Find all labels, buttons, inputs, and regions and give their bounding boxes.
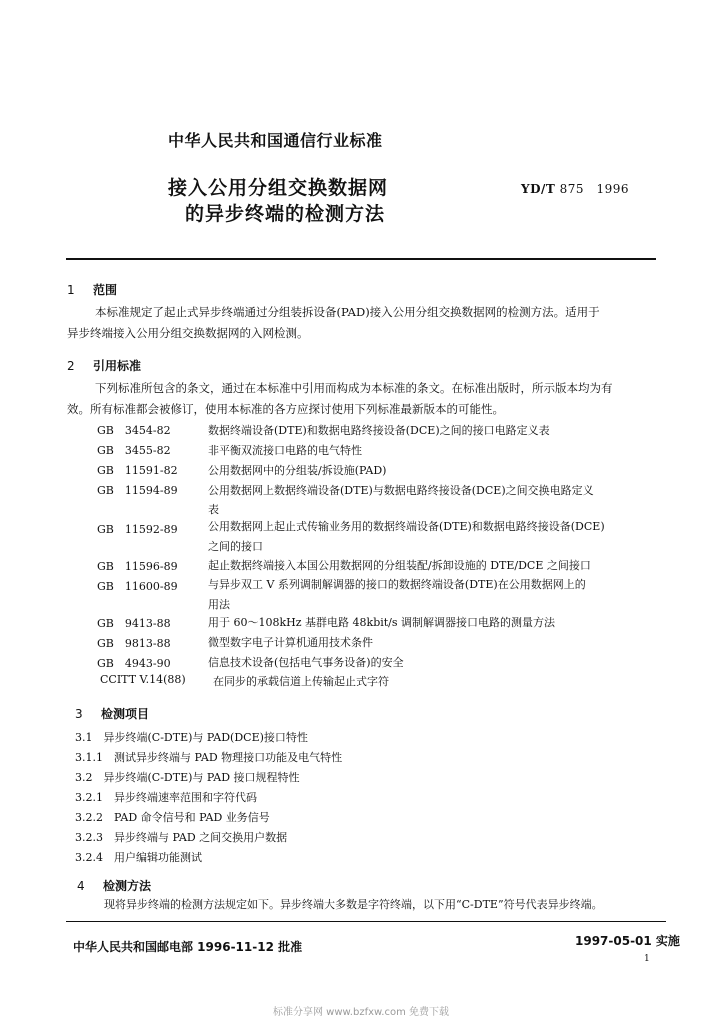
reference-code: CCITT V.14(88): [100, 673, 186, 686]
standard-code: [521, 180, 629, 197]
subsection-item: 3.2 异步终端(C-DTE)与 PAD 接口规程特性: [75, 771, 300, 784]
effective-date: 1997-05-01 实施: [575, 934, 680, 948]
document-title-line1: 接入公用分组交换数据网: [168, 177, 389, 199]
section-2-text-line1: 下列标准所包含的条文，通过在本标准中引用而构成为本标准的条文。在标准出版时，所示版本均为有: [95, 381, 613, 395]
reference-code: GB 3455-82: [97, 444, 171, 457]
reference-code: GB 9813-88: [97, 637, 171, 650]
standard-code-number: 875 1996: [559, 182, 630, 196]
subsection-item: 3.2.4 用户编辑功能测试: [75, 851, 202, 864]
reference-code: GB 11594-89: [97, 484, 178, 497]
standard-body-heading: 中华人民共和国通信行业标准: [168, 131, 383, 150]
standard-code-prefix: YD/T: [521, 182, 556, 196]
reference-code: GB 11600-89: [97, 580, 178, 593]
section-3-heading: [75, 705, 149, 722]
section-3-number: 3: [75, 707, 83, 721]
section-1-heading: [67, 281, 117, 298]
reference-title: 用于 60～108kHz 基群电路 48kbit/s 调制解调器接口电路的测量方法: [208, 616, 556, 629]
section-4-title: 检测方法: [103, 879, 152, 893]
watermark: 标准分享网 www.bzfxw.com 免费下载: [273, 1007, 449, 1018]
reference-title: 在同步的承载信道上传输起止式字符: [213, 675, 389, 688]
reference-title: 信息技术设备(包括电气事务设备)的安全: [208, 656, 404, 669]
reference-title: 起止数据终端接入本国公用数据网的分组装配/拆卸设施的 DTE/DCE 之间接口: [208, 559, 591, 572]
section-3-title: 检测项目: [101, 707, 150, 721]
reference-title-continued: 用法: [208, 598, 230, 611]
section-1-text-line1: 本标准规定了起止式异步终端通过分组装拆设备(PAD)接入公用分组交换数据网的检测方法。适用于: [95, 305, 600, 319]
subsection-item: 3.2.2 PAD 命令信号和 PAD 业务信号: [75, 811, 270, 824]
reference-title: 数据终端设备(DTE)和数据电路终接设备(DCE)之间的接口电路定义表: [208, 424, 550, 437]
reference-title-continued: 之间的接口: [208, 540, 263, 553]
section-2-heading: [67, 357, 141, 374]
document-title-line2: 的异步终端的检测方法: [185, 203, 386, 225]
section-2-text-line2: 效。所有标准都会被修订，使用本标准的各方应探讨使用下列标准最新版本的可能性。: [67, 402, 504, 416]
section-4-heading: [77, 877, 151, 894]
subsection-item: 3.1 异步终端(C-DTE)与 PAD(DCE)接口特性: [75, 731, 308, 744]
reference-title: 公用数据网上数据终端设备(DTE)与数据电路终接设备(DCE)之间交换电路定义: [208, 484, 594, 497]
section-1-number: 1: [67, 283, 75, 297]
approval-line: 中华人民共和国邮电部 1996-11-12 批准: [73, 940, 303, 954]
section-4-text-line1: 现将异步终端的检测方法规定如下。异步终端大多数是字符终端，以下用“C-DTE”符号代表异步终端。: [104, 898, 603, 911]
subsection-item: 3.2.3 异步终端与 PAD 之间交换用户数据: [75, 831, 288, 844]
reference-title: 公用数据网上起止式传输业务用的数据终端设备(DTE)和数据电路终接设备(DCE): [208, 520, 605, 533]
reference-title: 微型数字电子计算机通用技术条件: [208, 636, 373, 649]
footer-divider: [66, 921, 666, 922]
section-2-title: 引用标准: [93, 359, 142, 373]
reference-code: GB 4943-90: [97, 657, 171, 670]
section-1-title: 范围: [93, 283, 118, 297]
reference-code: GB 11592-89: [97, 523, 178, 536]
section-1-text-line2: 异步终端接入公用分组交换数据网的入网检测。: [67, 326, 309, 340]
reference-code: GB 11596-89: [97, 560, 178, 573]
section-4-number: 4: [77, 879, 85, 893]
reference-code: GB 3454-82: [97, 424, 171, 437]
subsection-item: 3.2.1 异步终端速率范围和字符代码: [75, 791, 257, 804]
subsection-item: 3.1.1 测试异步终端与 PAD 物理接口功能及电气特性: [75, 751, 343, 764]
page-number: 1: [644, 954, 650, 964]
reference-title-continued: 表: [208, 503, 219, 516]
reference-code: GB 9413-88: [97, 617, 171, 630]
reference-title: 与异步双工 V 系列调制解调器的接口的数据终端设备(DTE)在公用数据网上的: [208, 578, 586, 591]
section-2-number: 2: [67, 359, 75, 373]
reference-title: 公用数据网中的分组装/拆设施(PAD): [208, 464, 387, 477]
header-divider: [66, 258, 656, 260]
reference-code: GB 11591-82: [97, 464, 178, 477]
reference-title: 非平衡双流接口电路的电气特性: [208, 444, 362, 457]
